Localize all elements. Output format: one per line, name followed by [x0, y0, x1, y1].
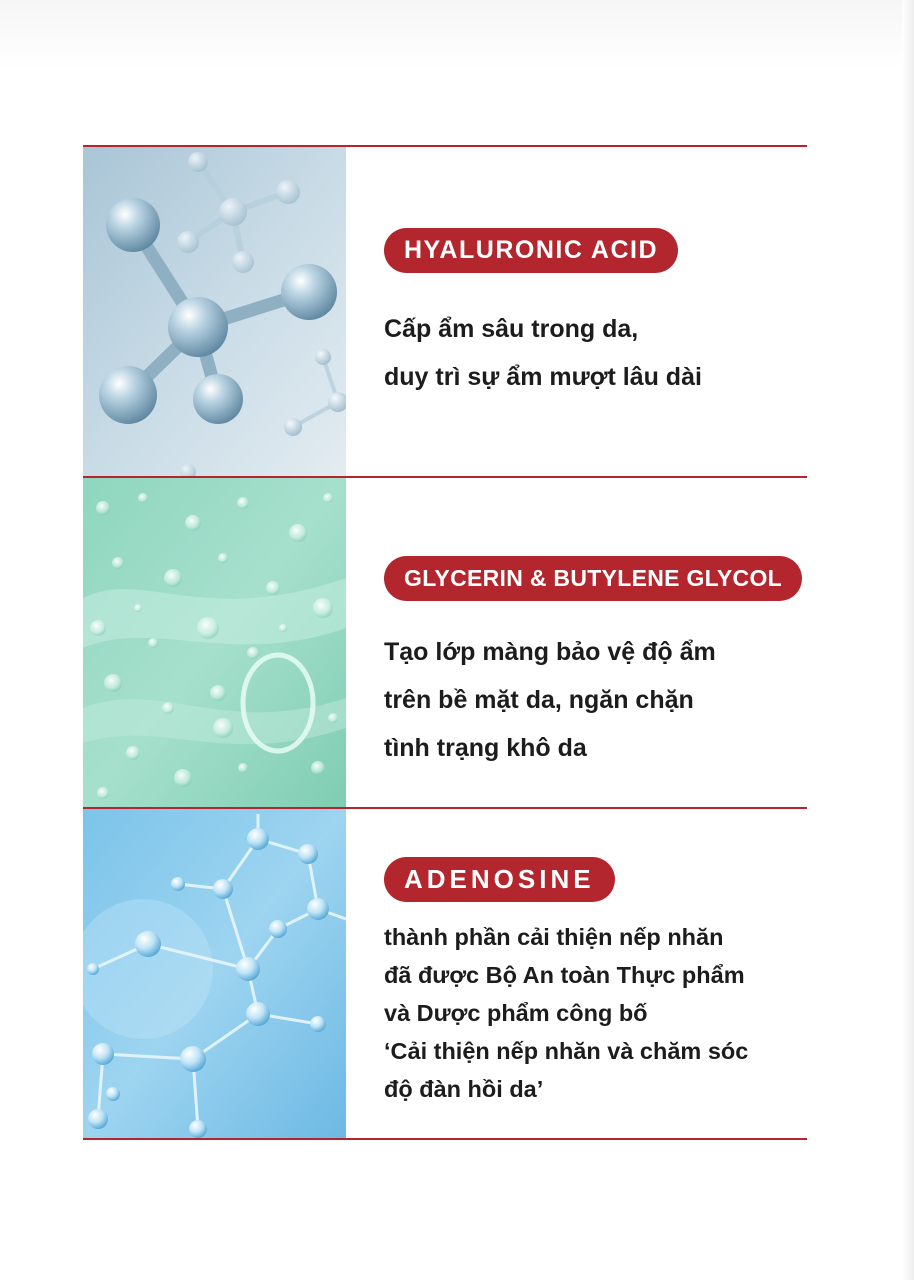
- top-shade: [0, 0, 914, 70]
- adenosine-description: thành phần cải thiện nếp nhăn đã được Bộ An toàn Thực phẩm và Dược phẩm công bố ‘Cải thiện nếp nhăn và chăm sóc độ đàn hồi da’: [384, 924, 749, 1102]
- adenosine-molecule-image: [83, 809, 346, 1138]
- adenosine-badge: ADENOSINE: [384, 857, 615, 902]
- hyaluronic-acid-image: [83, 147, 346, 476]
- page-edge: [902, 0, 914, 1280]
- glycerin-description: Tạo lớp màng bảo vệ độ ẩm trên bề mặt da, ngăn chặn tình trạng khô da: [384, 638, 716, 762]
- hyaluronic-acid-badge: HYALURONIC ACID: [384, 228, 678, 273]
- hyaluronic-acid-description: Cấp ẩm sâu trong da, duy trì sự ẩm mượt lâu dài: [384, 315, 702, 391]
- glycerin-badge: GLYCERIN & BUTYLENE GLYCOL: [384, 556, 802, 601]
- divider-bottom: [83, 1138, 807, 1140]
- glycerin-gel-image: [83, 478, 346, 807]
